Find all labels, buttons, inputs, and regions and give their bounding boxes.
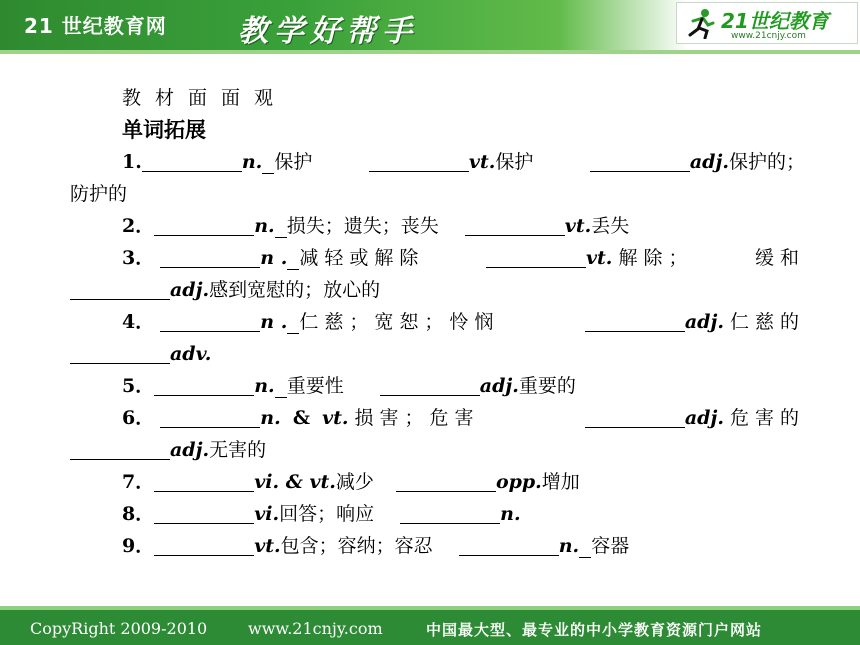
- meaning: 保护的；: [728, 151, 805, 173]
- part-of-speech: adj.: [170, 439, 210, 461]
- answer-blank[interactable]: [154, 213, 254, 236]
- page-heading: 教材面面观: [122, 87, 288, 109]
- part-of-speech: n .: [260, 311, 288, 333]
- answer-blank[interactable]: [154, 469, 254, 492]
- part-of-speech: adj.: [689, 151, 729, 173]
- item-number: 9．: [122, 535, 155, 557]
- section-title: 单词拓展: [122, 117, 206, 142]
- header-stripe: [0, 50, 860, 54]
- answer-blank[interactable]: [396, 469, 496, 492]
- header-slogan: 教学好帮手: [238, 14, 418, 49]
- vocab-item-6-continuation: [70, 434, 805, 466]
- part-of-speech: opp.: [495, 471, 542, 493]
- meaning: 重要性: [286, 375, 344, 397]
- answer-blank[interactable]: [70, 341, 170, 364]
- segment: [590, 146, 805, 178]
- meaning: 仁慈的: [729, 311, 805, 333]
- header-banner: [0, 0, 860, 50]
- copyright-text: CopyRight 2009-2010: [30, 619, 208, 638]
- vocab-item-3: [70, 242, 805, 274]
- logo-text: 21世纪教育: [721, 9, 829, 33]
- footer-url-link[interactable]: www.21cnjy.com: [248, 619, 383, 638]
- answer-blank[interactable]: [465, 213, 565, 236]
- part-of-speech: n.: [241, 151, 263, 173]
- item-number: 4．: [122, 311, 155, 333]
- meaning: 减轻或解除: [299, 247, 425, 269]
- item-number: 7．: [122, 471, 155, 493]
- part-of-speech: vi.: [254, 503, 280, 525]
- meaning: 丢失: [591, 215, 630, 237]
- vocab-item-9: [70, 530, 805, 562]
- meaning: 回答；响应: [279, 503, 375, 525]
- answer-blank[interactable]: [70, 437, 170, 460]
- vocab-item-7: [70, 466, 805, 498]
- site-logo[interactable]: [676, 2, 858, 44]
- meaning: 损失；遗失；丧失: [286, 215, 439, 237]
- answer-blank[interactable]: [154, 533, 254, 556]
- vocab-item-4-continuation: [70, 338, 805, 370]
- part-of-speech: vt.: [254, 535, 281, 557]
- vocab-item-2: [70, 210, 805, 242]
- part-of-speech: vt.: [585, 247, 613, 269]
- vocab-item-1: [70, 146, 805, 178]
- part-of-speech: n.: [254, 375, 275, 397]
- logo-url: www.21cnjy.com: [731, 31, 806, 41]
- meaning: 保护: [274, 151, 313, 173]
- item-number: 6．: [122, 407, 155, 429]
- part-of-speech: n .: [260, 247, 288, 269]
- content-area: [70, 82, 805, 562]
- part-of-speech: vt.: [564, 215, 592, 237]
- part-of-speech: n.: [254, 215, 275, 237]
- part-of-speech: n.: [260, 407, 281, 429]
- ampersand: &: [292, 407, 310, 429]
- answer-blank[interactable]: [160, 309, 260, 332]
- answer-blank[interactable]: [486, 245, 586, 268]
- part-of-speech: vt.: [322, 407, 349, 429]
- answer-blank[interactable]: [459, 533, 559, 556]
- part-of-speech: adv.: [170, 343, 212, 365]
- vocab-item-3-continuation: [70, 274, 805, 306]
- site-name: 21 世纪教育网: [24, 14, 167, 38]
- answer-blank[interactable]: [400, 501, 500, 524]
- part-of-speech: adj.: [684, 407, 724, 429]
- item-number: 8．: [122, 503, 155, 525]
- meaning: 重要的: [518, 375, 576, 397]
- segment: [122, 146, 312, 178]
- part-of-speech: adj.: [170, 279, 210, 301]
- meaning: 无害的: [209, 439, 267, 461]
- item-number: 2．: [122, 215, 155, 237]
- meaning: 仁慈；宽恕；怜悯: [299, 311, 500, 333]
- answer-blank[interactable]: [160, 405, 260, 428]
- meaning: 减少: [335, 471, 374, 493]
- answer-blank[interactable]: [585, 405, 685, 428]
- answer-blank[interactable]: [154, 501, 254, 524]
- answer-blank[interactable]: [142, 149, 242, 172]
- part-of-speech: adj.: [684, 311, 724, 333]
- meaning: 感到宽慰的；放心的: [209, 279, 381, 301]
- item-number: 5．: [122, 375, 155, 397]
- part-of-speech: vi. & vt.: [254, 471, 336, 493]
- part-of-speech: vt.: [468, 151, 496, 173]
- part-of-speech: n.: [558, 535, 580, 557]
- meaning: 解除；: [618, 247, 694, 269]
- answer-blank[interactable]: [369, 149, 469, 172]
- answer-blank[interactable]: [70, 277, 170, 300]
- meaning: 危害的: [729, 407, 805, 429]
- meaning: 缓和: [754, 247, 805, 269]
- segment: [369, 146, 533, 178]
- runner-icon: [685, 7, 715, 39]
- answer-blank[interactable]: [160, 245, 260, 268]
- footer-bar: [0, 610, 860, 645]
- meaning: 增加: [541, 471, 580, 493]
- vocab-item-6: [70, 402, 805, 434]
- part-of-speech: adj.: [479, 375, 519, 397]
- footer-slogan: 中国最大型、最专业的中小学教育资源门户网站: [426, 621, 763, 639]
- vocab-item-5: [70, 370, 805, 402]
- meaning: 保护: [495, 151, 534, 173]
- meaning: 损害；危害: [354, 407, 480, 429]
- meaning: 防护的: [70, 183, 128, 205]
- vocab-item-8: [70, 498, 805, 530]
- answer-blank[interactable]: [590, 149, 690, 172]
- item-number: 3．: [122, 247, 155, 269]
- meaning: 容器: [591, 535, 630, 557]
- answer-blank[interactable]: [154, 373, 254, 396]
- meaning: 包含；容纳；容忍: [280, 535, 433, 557]
- part-of-speech: n.: [500, 503, 521, 525]
- vocab-item-4: [70, 306, 805, 338]
- answer-blank[interactable]: [380, 373, 480, 396]
- vocab-item-1-continuation: [70, 178, 805, 210]
- answer-blank[interactable]: [585, 309, 685, 332]
- item-number: 1.: [122, 151, 142, 173]
